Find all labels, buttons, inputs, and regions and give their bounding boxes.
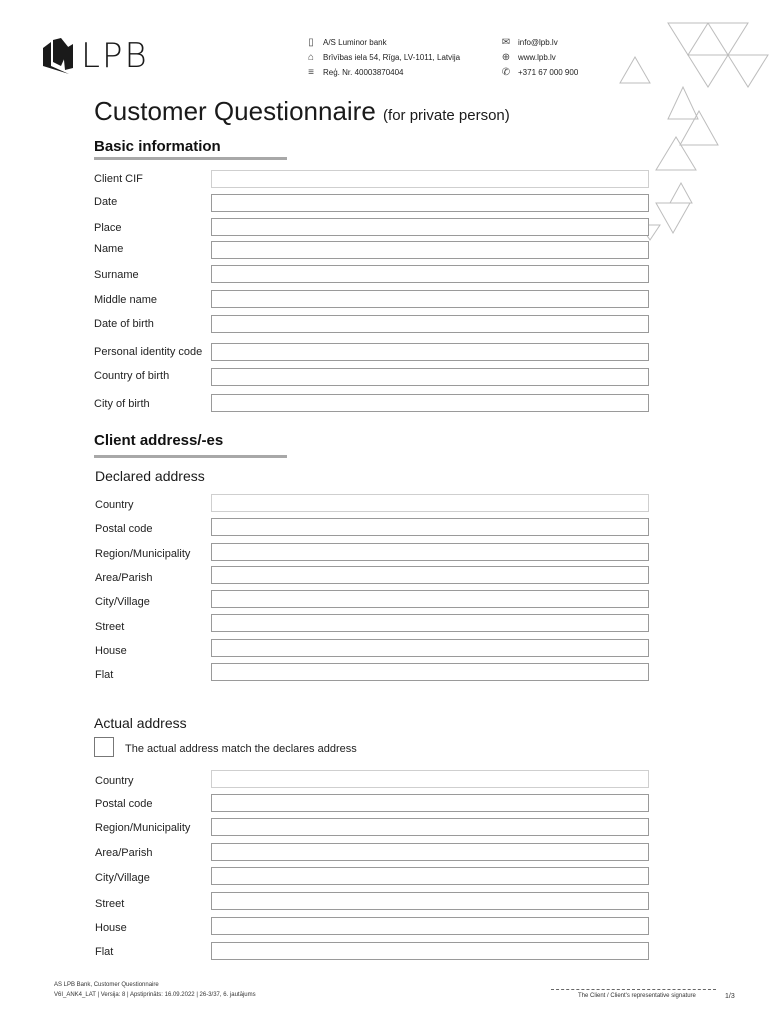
middle-name-field[interactable] xyxy=(211,290,649,308)
contact-web xyxy=(500,52,556,63)
label-declared-street: Street xyxy=(95,621,125,633)
contact-email xyxy=(500,37,558,48)
logo-mark-icon xyxy=(43,38,77,74)
label-declared-country: Country xyxy=(95,499,134,511)
declared-country-field[interactable] xyxy=(211,494,649,512)
list-icon: ≡ xyxy=(308,67,314,78)
declared-address-heading: Declared address xyxy=(95,468,205,484)
mail-icon: ✉ xyxy=(501,37,511,48)
declared-area-field[interactable] xyxy=(211,566,649,584)
label-middle-name: Middle name xyxy=(94,294,157,306)
basic-info-divider xyxy=(94,157,287,160)
label-declared-flat: Flat xyxy=(95,669,114,681)
label-actual-city: City/Village xyxy=(95,872,150,884)
signature-label: The Client / Client's representative signature xyxy=(578,993,696,999)
building-icon: ▯ xyxy=(308,37,314,48)
declared-city-field[interactable] xyxy=(211,590,649,608)
label-client-cif: Client CIF xyxy=(94,173,143,185)
contact-company-text: A/S Luminor bank xyxy=(323,38,387,47)
label-personal-code: Personal identity code xyxy=(94,346,203,358)
declared-flat-field[interactable] xyxy=(211,663,649,681)
date-field[interactable] xyxy=(211,194,649,212)
label-actual-house: House xyxy=(95,922,127,934)
contact-reg-text: Reģ. Nr. 40003870404 xyxy=(323,68,404,77)
contact-phone xyxy=(500,67,578,78)
actual-city-field[interactable] xyxy=(211,867,649,885)
address-heading: Client address/-es xyxy=(94,432,224,449)
name-field[interactable] xyxy=(211,241,649,259)
logo xyxy=(43,36,149,76)
declared-street-field[interactable] xyxy=(211,614,649,632)
globe-icon: ⊕ xyxy=(501,52,511,63)
actual-region-field[interactable] xyxy=(211,818,649,836)
label-actual-street: Street xyxy=(95,898,125,910)
label-declared-city: City/Village xyxy=(95,596,150,608)
label-place: Place xyxy=(94,222,122,234)
signature-line xyxy=(551,989,716,990)
label-date: Date xyxy=(94,196,118,208)
footer-doc-title: AS LPB Bank, Customer Questionnaire xyxy=(54,982,159,988)
place-field[interactable] xyxy=(211,218,649,236)
label-declared-area: Area/Parish xyxy=(95,572,153,584)
label-declared-house: House xyxy=(95,645,127,657)
label-name: Name xyxy=(94,243,124,255)
page-title-sub: (for private person) xyxy=(383,107,510,124)
actual-flat-field[interactable] xyxy=(211,942,649,960)
contact-email-text[interactable]: info@lpb.lv xyxy=(518,38,558,47)
label-actual-country: Country xyxy=(95,775,134,787)
actual-address-heading: Actual address xyxy=(94,715,187,731)
actual-postal-field[interactable] xyxy=(211,794,649,812)
address-divider xyxy=(94,455,287,458)
label-actual-flat: Flat xyxy=(95,946,114,958)
contact-reg xyxy=(305,67,404,78)
page-number: 1/3 xyxy=(725,993,735,1000)
basic-info-heading: Basic information xyxy=(94,138,221,155)
contact-phone-text: +371 67 000 900 xyxy=(518,68,579,77)
declared-house-field[interactable] xyxy=(211,639,649,657)
logo-text: LPB xyxy=(81,36,149,76)
surname-field[interactable] xyxy=(211,265,649,283)
declared-region-field[interactable] xyxy=(211,543,649,561)
date-of-birth-field[interactable] xyxy=(211,315,649,333)
personal-code-field[interactable] xyxy=(211,343,649,361)
page-title-main: Customer Questionnaire xyxy=(94,96,376,126)
label-surname: Surname xyxy=(94,269,139,281)
contact-address-text: Brīvības iela 54, Rīga, LV-1011, Latvija xyxy=(323,53,461,62)
city-of-birth-field[interactable] xyxy=(211,394,649,412)
label-actual-postal: Postal code xyxy=(95,798,153,810)
address-match-label: The actual address match the declares address xyxy=(125,743,357,755)
label-country-of-birth: Country of birth xyxy=(94,370,170,382)
label-date-of-birth: Date of birth xyxy=(94,318,154,330)
contact-web-text[interactable]: www.lpb.lv xyxy=(518,53,556,62)
page-title xyxy=(94,96,510,127)
label-city-of-birth: City of birth xyxy=(94,398,150,410)
address-match-checkbox[interactable] xyxy=(94,737,114,757)
home-icon: ⌂ xyxy=(307,52,315,63)
actual-country-field[interactable] xyxy=(211,770,649,788)
label-declared-postal: Postal code xyxy=(95,523,153,535)
footer-doc-version: V6I_ANK4_LAT | Versija: 8 | Apstiprināts: 16.09.2022 | 26-3/37, 6. jautājums xyxy=(54,992,256,998)
label-declared-region: Region/Municipality xyxy=(95,548,191,560)
contact-address xyxy=(305,52,460,63)
label-actual-region: Region/Municipality xyxy=(95,822,191,834)
phone-icon: ✆ xyxy=(501,67,511,78)
client-cif-field[interactable] xyxy=(211,170,649,188)
label-actual-area: Area/Parish xyxy=(95,847,153,859)
declared-postal-field[interactable] xyxy=(211,518,649,536)
country-of-birth-field[interactable] xyxy=(211,368,649,386)
actual-street-field[interactable] xyxy=(211,892,649,910)
contact-company xyxy=(305,37,387,48)
actual-house-field[interactable] xyxy=(211,917,649,935)
actual-area-field[interactable] xyxy=(211,843,649,861)
